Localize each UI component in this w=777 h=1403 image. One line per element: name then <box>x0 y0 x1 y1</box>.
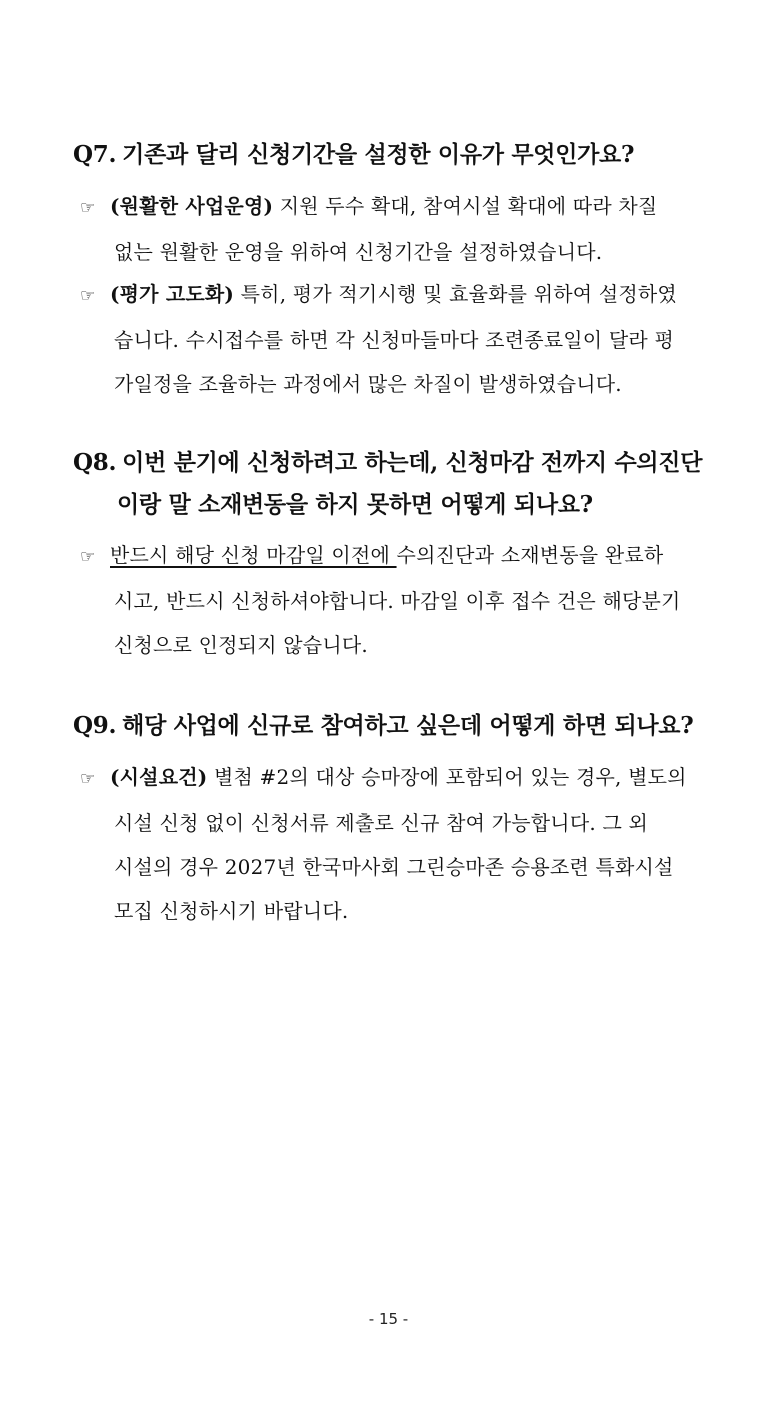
question-text: 이번 분기에 신청하려고 하는데, 신청마감 전까지 수의진단 <box>122 449 703 476</box>
pointing-hand-icon: ☞ <box>80 286 96 306</box>
answer-line: 없는 원활한 운영을 위하여 신청기간을 설정하였습니다. <box>114 240 603 264</box>
question-number: Q8. <box>73 449 117 476</box>
answer-line: 시설의 경우 2027년 한국마사회 그린승마존 승용조련 특화시설 <box>114 855 674 879</box>
question-number: Q9. <box>73 712 117 739</box>
answer-tag: (시설요건) <box>110 765 208 789</box>
answer-line: 시설 신청 없이 신청서류 제출로 신규 참여 가능합니다. 그 외 <box>114 811 649 835</box>
answer-q7-2 <box>80 272 705 406</box>
answer-q9-1 <box>80 755 705 933</box>
answer-line: 특히, 평가 적기시행 및 효율화를 위하여 설정하였 <box>234 282 677 306</box>
question-q9 <box>73 705 713 747</box>
pointing-hand-icon: ☞ <box>80 547 96 567</box>
answer-line: 지원 두수 확대, 참여시설 확대에 따라 차질 <box>273 194 658 218</box>
answer-line: 가일정을 조율하는 과정에서 많은 차질이 발생하였습니다. <box>114 372 622 396</box>
answer-line: 습니다. 수시접수를 하면 각 신청마들마다 조련종료일이 달라 평 <box>114 328 674 352</box>
answer-line: 별첨 #2의 대상 승마장에 포함되어 있는 경우, 별도의 <box>207 765 687 789</box>
question-number: Q7. <box>73 141 117 168</box>
underlined-text: 반드시 해당 신청 마감일 이전에 <box>110 543 397 567</box>
question-text: 기존과 달리 신청기간을 설정한 이유가 무엇인가요? <box>122 141 635 168</box>
page-number: - 15 - <box>368 1310 409 1328</box>
answer-line: 모집 신청하시기 바랍니다. <box>114 899 349 923</box>
answer-q7-1 <box>80 184 705 274</box>
question-text-cont: 이랑 말 소재변동을 하지 못하면 어떻게 되나요? <box>117 491 593 518</box>
pointing-hand-icon: ☞ <box>80 198 96 218</box>
answer-line: 시고, 반드시 신청하셔야합니다. 마감일 이후 접수 건은 해당분기 <box>114 589 681 613</box>
question-q7 <box>73 134 713 176</box>
question-q8 <box>73 442 713 526</box>
answer-tag: (평가 고도화) <box>110 282 235 306</box>
answer-tag: (원활한 사업운영) <box>110 194 274 218</box>
answer-line: 수의진단과 소재변동을 완료하 <box>396 543 664 567</box>
answer-q8-1 <box>80 533 705 667</box>
pointing-hand-icon: ☞ <box>80 769 96 789</box>
answer-line: 신청으로 인정되지 않습니다. <box>114 633 368 657</box>
question-text: 해당 사업에 신규로 참여하고 싶은데 어떻게 하면 되나요? <box>122 712 694 739</box>
